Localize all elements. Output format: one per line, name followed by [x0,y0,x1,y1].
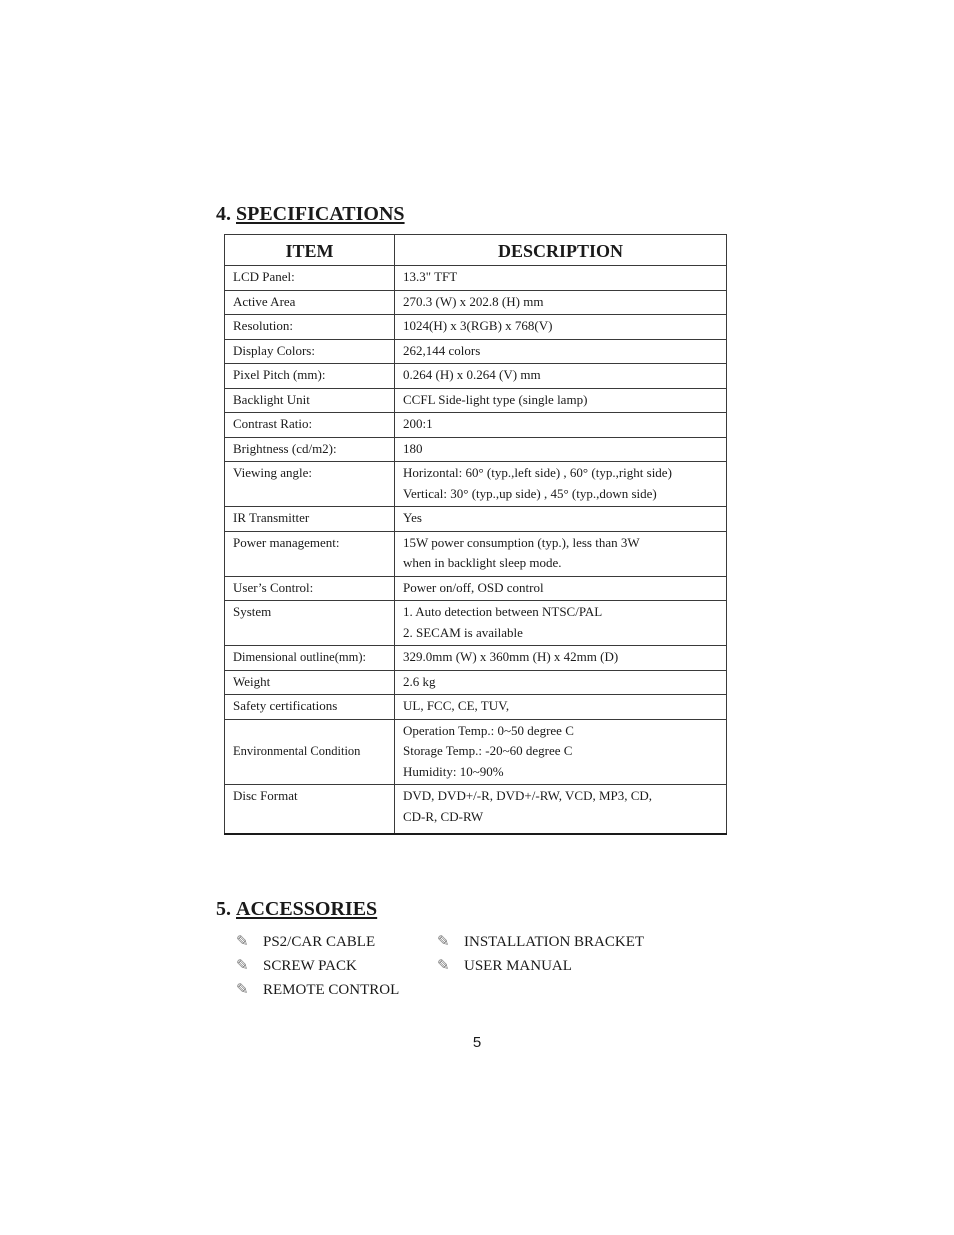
accessory-label: PS2/CAR CABLE [263,934,376,950]
spec-description-line: CCFL Side-light type (single lamp) [403,391,588,407]
accessory-item [236,978,437,1002]
table-row [225,507,727,532]
table-row [225,531,727,576]
pencil-icon: ✎ [236,934,249,950]
spec-description [395,695,727,720]
table-row [225,576,727,601]
spec-description [395,388,727,413]
spec-description-line: Power on/off, OSD control [403,579,544,595]
spec-description-line: 1. Auto detection between NTSC/PAL [403,604,603,619]
spec-description-line: Vertical: 30° (typ.,up side) , 45° (typ.,down side) [403,485,657,501]
spec-description [395,507,727,532]
section-number: 5. [216,898,231,920]
table-header-row [225,235,727,266]
table-row [225,413,727,438]
column-header-description: DESCRIPTION [395,235,727,266]
spec-item: Contrast Ratio: [225,413,395,438]
section-title: SPECIFICATIONS [236,203,405,225]
table-row [225,339,727,364]
table-row [225,290,727,315]
spec-item: IR Transmitter [225,507,395,532]
spec-description-line: 200:1 [403,416,433,431]
table-row [225,601,727,646]
spec-description-line: UL, FCC, CE, TUV, [403,698,510,713]
spec-description [395,364,727,389]
spec-item: LCD Panel: [225,266,395,291]
table-row [225,695,727,720]
specifications-heading [216,202,405,226]
spec-description [395,531,727,576]
spec-item: Display Colors: [225,339,395,364]
pencil-icon: ✎ [236,982,249,998]
spec-item: Resolution: [225,315,395,340]
spec-description-line: 270.3 (W) x 202.8 (H) mm [403,293,544,309]
accessory-label: REMOTE CONTROL [263,982,400,998]
spec-description [395,576,727,601]
table-row [225,719,727,785]
spec-description [395,315,727,340]
spec-description-line: Operation Temp.: 0~50 degree C [403,722,574,738]
spec-description [395,670,727,695]
accessory-item [236,954,437,978]
table-row [225,364,727,389]
specifications-table [224,234,727,835]
accessories-list [236,930,696,1002]
spec-item: Pixel Pitch (mm): [225,364,395,389]
spec-item: Weight [225,670,395,695]
spec-description [395,339,727,364]
spec-item: Disc Format [225,785,395,835]
spec-description-line: 1024(H) x 3(RGB) x 768(V) [403,318,553,333]
pencil-icon: ✎ [437,934,450,950]
spec-description-line: 0.264 (H) x 0.264 (V) mm [403,367,541,382]
page-number: 5 [472,1034,482,1051]
table-row [225,266,727,291]
table-row [225,462,727,507]
spec-item: Backlight Unit [225,388,395,413]
spec-description [395,719,727,785]
table-row [225,388,727,413]
spec-description-line: Yes [403,510,422,525]
pencil-icon: ✎ [236,958,249,974]
spec-description [395,462,727,507]
spec-description-line: 13.3" TFT [403,269,458,284]
spec-description [395,437,727,462]
table-row [225,315,727,340]
spec-item: Safety certifications [225,695,395,720]
accessories-heading [216,897,377,921]
spec-item: Dimensional outline(mm): [225,646,395,671]
table-row [225,670,727,695]
spec-description-line: Horizontal: 60° (typ.,left side) , 60° (typ.,right side) [403,465,672,480]
spec-description [395,266,727,291]
spec-description-line: when in backlight sleep mode. [403,555,562,570]
accessory-item [437,954,677,978]
spec-item: System [225,601,395,646]
column-header-item: ITEM [225,235,395,266]
spec-description-line: CD-R, CD-RW [403,808,484,824]
spec-description [395,646,727,671]
table-row [225,785,727,835]
spec-description-line: Humidity: 10~90% [403,763,504,779]
pencil-icon: ✎ [437,958,450,974]
spec-description-line: 15W power consumption (typ.), less than 3W [403,534,640,550]
spec-item: User’s Control: [225,576,395,601]
spec-description [395,290,727,315]
spec-description [395,601,727,646]
specifications-table-body [225,266,727,835]
spec-item: Viewing angle: [225,462,395,507]
spec-item: Active Area [225,290,395,315]
spec-item: Brightness (cd/m2): [225,437,395,462]
spec-description-line: 2. SECAM is available [403,624,523,640]
spec-description-line: 262,144 colors [403,342,481,358]
spec-description [395,785,727,835]
spec-item: Environmental Condition [225,719,395,785]
accessory-label: SCREW PACK [263,958,357,974]
accessory-item [236,930,437,954]
spec-description [395,413,727,438]
spec-description-line: 329.0mm (W) x 360mm (H) x 42mm (D) [403,649,619,664]
spec-description-line: 2.6 kg [403,673,436,689]
accessory-item [437,930,677,954]
table-row [225,437,727,462]
accessory-label: INSTALLATION BRACKET [464,934,645,950]
spec-item: Power management: [225,531,395,576]
accessory-label: USER MANUAL [464,958,572,974]
spec-description-line: 180 [403,440,423,456]
spec-description-line: DVD, DVD+/-R, DVD+/-RW, VCD, MP3, CD, [403,788,653,803]
table-row [225,646,727,671]
section-title: ACCESSORIES [236,898,378,920]
section-number: 4. [216,203,231,225]
spec-description-line: Storage Temp.: -20~60 degree C [403,743,573,758]
